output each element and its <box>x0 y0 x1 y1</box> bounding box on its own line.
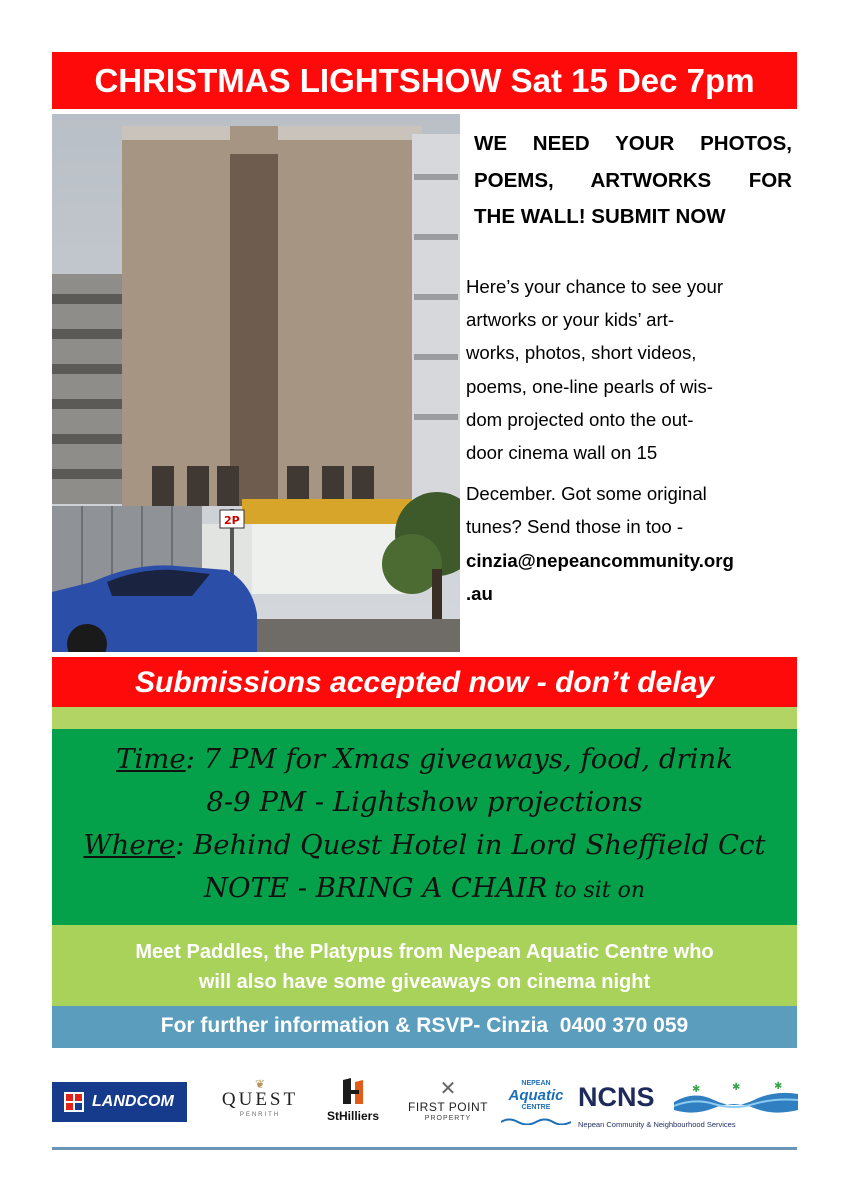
rsvp-info-bar: For further information & RSVP- Cinzia 0400 370 059 <box>52 1006 797 1048</box>
nepean-aquatic-mid: Aquatic <box>508 1087 564 1104</box>
title-banner: CHRISTMAS LIGHTSHOW Sat 15 Dec 7pm <box>52 52 797 109</box>
sthilliers-mark-icon <box>339 1078 367 1104</box>
quest-subtext: PENRITH <box>239 1112 281 1118</box>
description <box>466 270 796 610</box>
email-link[interactable]: cinzia@nepeancommunity.org <box>466 549 734 571</box>
lightshow-line: 8-9 PM - Lightshow projections <box>206 786 643 818</box>
ncns-text: NCNS <box>578 1082 655 1112</box>
note-suffix: to sit on <box>547 878 646 903</box>
first-point-mark-icon: ✕ <box>439 1078 457 1100</box>
description-line: Here’s your chance to see your <box>466 276 724 297</box>
meet-line: Meet Paddles, the Platypus from Nepean Aquatic Centre who <box>135 941 714 963</box>
meet-paddles-box <box>52 925 797 1006</box>
description-line: door cinema wall on 15 <box>466 442 658 464</box>
svg-text:✱: ✱ <box>732 1082 741 1093</box>
call-for-submissions-heading <box>474 126 792 236</box>
headline-line: WE NEED YOUR PHOTOS, <box>474 132 792 155</box>
sthilliers-text: StHilliers <box>326 1109 380 1123</box>
quest-text: QUEST <box>221 1089 299 1110</box>
nepean-aquatic-bottom: CENTRE <box>521 1104 551 1111</box>
landcom-logo <box>52 1082 187 1122</box>
description-line: poems, one-line pearls of wis- <box>466 375 713 397</box>
event-details <box>52 729 797 925</box>
note-line <box>52 870 797 909</box>
meet-line: will also have some giveaways on cinema night <box>198 971 651 993</box>
ncns-wave-icon <box>674 1080 798 1116</box>
wave-icon <box>501 1117 571 1125</box>
description-line: works, photos, short videos, <box>466 342 697 364</box>
note-text: NOTE - BRING A CHAIR <box>203 872 548 904</box>
ncns-logo <box>578 1080 800 1132</box>
description-line: artworks or your kids’ art- <box>466 309 675 331</box>
email-link-continued[interactable]: .au <box>466 582 493 604</box>
submissions-banner: Submissions accepted now - don’t delay <box>52 657 797 707</box>
svg-text:✱: ✱ <box>692 1084 701 1095</box>
nepean-aquatic-logo <box>498 1080 574 1124</box>
where-line <box>52 827 797 863</box>
building-photo <box>52 114 460 652</box>
time-line <box>52 741 797 777</box>
description-line: dom projected onto the out- <box>466 408 694 430</box>
first-point-subtext: PROPERTY <box>424 1115 472 1122</box>
sthilliers-logo <box>318 1078 388 1126</box>
ncns-subtext: Nepean Community & Neighbourhood Services <box>578 1120 736 1129</box>
building-photo-illustration <box>52 114 460 652</box>
headline-line: THE WALL! SUBMIT NOW <box>474 205 726 228</box>
first-point-logo <box>398 1078 498 1126</box>
divider-strip <box>52 707 797 729</box>
landcom-mark-icon <box>64 1092 84 1112</box>
quest-logo <box>212 1078 308 1126</box>
bottom-rule <box>52 1147 797 1150</box>
where-text: : Behind Quest Hotel in Lord Sheffield Cct <box>175 829 766 861</box>
headline-line: POEMS, ARTWORKS FOR <box>474 168 792 192</box>
svg-text:✱: ✱ <box>774 1081 783 1092</box>
quest-flourish-icon: ❦ <box>254 1077 266 1091</box>
parking-sign: 2P <box>224 514 240 527</box>
time-label: Time <box>116 743 186 775</box>
landcom-text: LANDCOM <box>92 1093 174 1110</box>
nepean-aquatic-top: NEPEAN <box>521 1080 551 1087</box>
first-point-text: FIRST POINT <box>408 1100 488 1114</box>
description-line: tunes? Send those in too - <box>466 516 684 538</box>
description-line: December. Got some original <box>466 483 707 505</box>
where-label: Where <box>83 829 176 861</box>
time-text: : 7 PM for Xmas giveaways, food, drink <box>185 743 733 775</box>
